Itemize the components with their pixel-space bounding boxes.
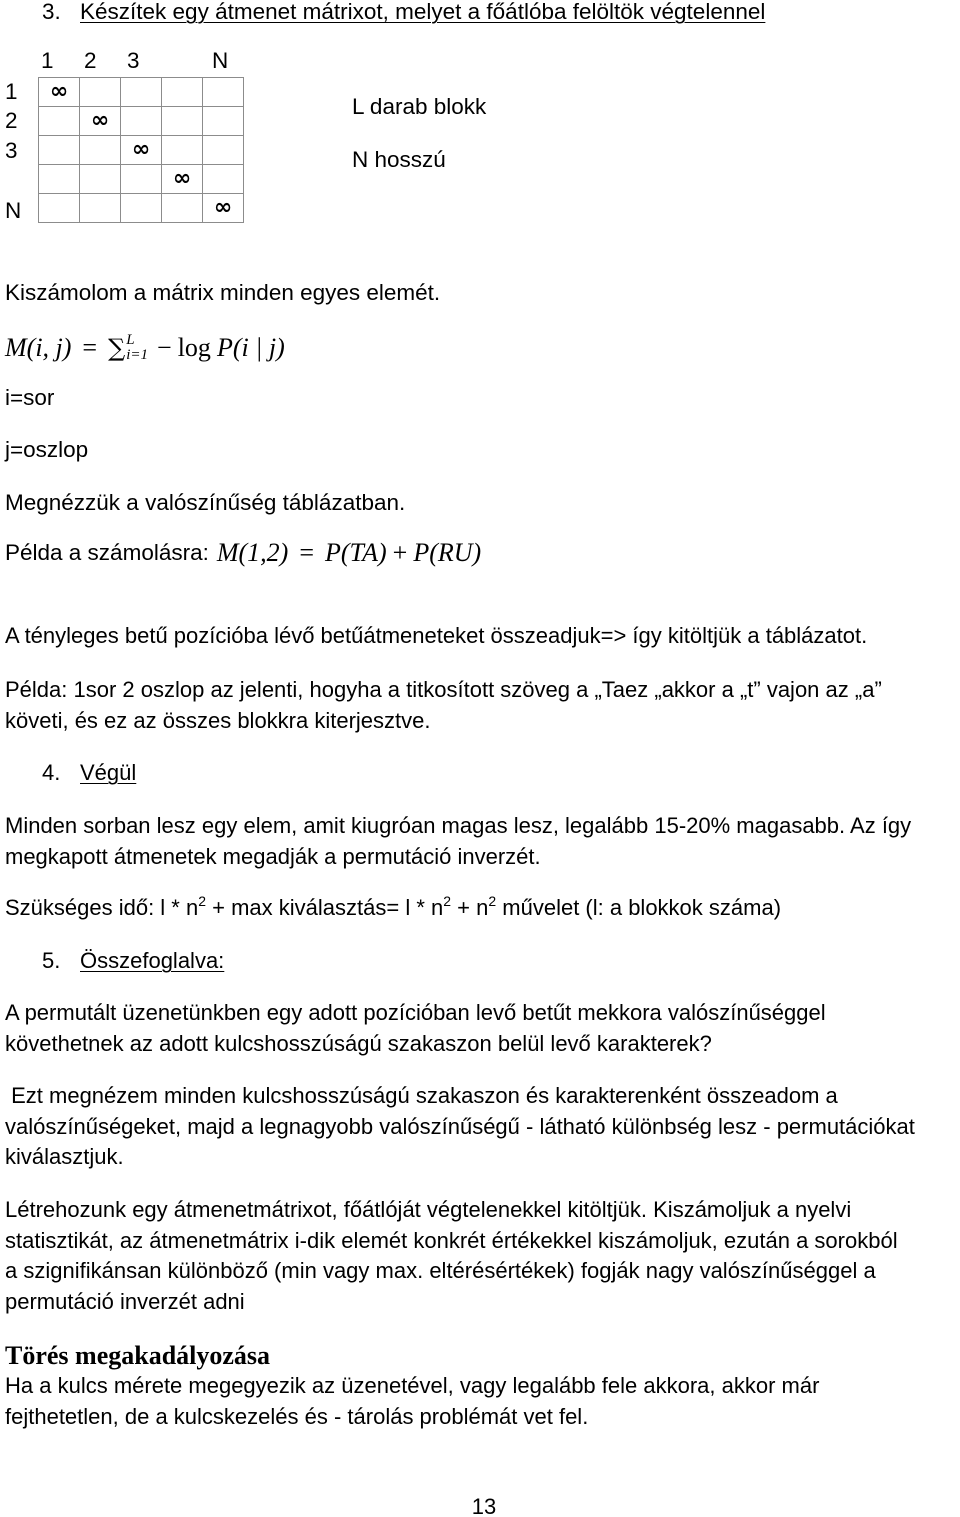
paragraph-finally (5, 811, 911, 872)
matrix-cell (203, 78, 244, 107)
section-heading: Törés megakadályozása (5, 1341, 271, 1370)
step-3-number: 3. (42, 0, 61, 24)
example-term-1: P(TA) (325, 538, 387, 567)
paragraph-line: Példa: 1sor 2 oszlop az jelenti, hogyha a titkosított szöveg a „Taez „akkor a „t” vajon az „a” (5, 677, 882, 702)
paragraph-line: Ha a kulcs mérete megegyezik az üzenetével, vagy legalább fele akkora, akkor már (5, 1373, 820, 1398)
matrix-cell (80, 194, 121, 223)
matrix-cell (203, 136, 244, 165)
step-5-number: 5. (42, 948, 61, 973)
paragraph-line: permutáció inverzét adni (5, 1289, 245, 1315)
matrix-cell (39, 165, 80, 194)
matrix-cell (39, 194, 80, 223)
page-number: 13 (471, 1494, 497, 1517)
time-cost-line (5, 893, 781, 924)
paragraph-line: valószínűségeket, majd a legnagyobb valószínűségű - látható különbség lesz - permutációkat (5, 1113, 915, 1139)
matrix-cell (80, 78, 121, 107)
exponent: 2 (443, 893, 452, 909)
matrix-cell: ∞ (80, 107, 121, 136)
matrix-cell (80, 136, 121, 165)
matrix-cell (203, 107, 244, 136)
paragraph-line: Minden sorban lesz egy elem, amit kiugróan magas lesz, legalább 15-20% magasabb. Az így (5, 813, 912, 838)
summary-paragraph-matrix (5, 1195, 898, 1318)
time-cost-text: + max kiválasztás= l * n (206, 895, 444, 920)
paragraph-line: statisztikát, az átmenetmátrix i-dik elemét konkrét értékekkel kiszámoljuk, ezután a sorokból (5, 1227, 898, 1253)
matrix-cell (80, 165, 121, 194)
matrix-cell (121, 107, 162, 136)
matrix-column-header: 1 (41, 48, 54, 73)
matrix-column-header: 3 (127, 48, 140, 73)
matrix-cell: ∞ (121, 136, 162, 165)
summary-paragraph-question (5, 998, 826, 1059)
matrix-cell: ∞ (203, 194, 244, 223)
time-cost-text: Szükséges idő: l * n (5, 895, 199, 920)
definition-row: i=sor (5, 385, 55, 410)
block-length-label: N hosszú (352, 147, 446, 172)
step-5-title: Összefoglalva: (80, 948, 225, 973)
matrix-cell (121, 165, 162, 194)
matrix-row-label: N (5, 198, 22, 223)
paragraph-example (5, 675, 882, 736)
formula-equals: = (82, 333, 98, 362)
sum-upper-limit: L (126, 332, 135, 348)
matrix-column-header: 2 (84, 48, 97, 73)
matrix-cell: ∞ (39, 78, 80, 107)
formula-rhs: P(i | j) (216, 333, 285, 362)
example-plus: + (392, 538, 408, 567)
example-equals: = (299, 538, 315, 567)
matrix-cell (162, 194, 203, 223)
paragraph-line: A permutált üzenetünkben egy adott pozícióban levő betűt mekkora valószínűséggel (5, 1000, 826, 1025)
matrix-cell (162, 78, 203, 107)
paragraph-line: Létrehozunk egy átmenetmátrixot, főátlóját végtelenekkel kitöltjük. Kiszámoljuk a nyelvi (5, 1197, 852, 1222)
time-cost-text: + n (451, 895, 489, 920)
definition-column: j=oszlop (5, 437, 89, 462)
lookup-text: Megnézzük a valószínűség táblázatban. (5, 490, 406, 515)
paragraph-line: Ezt megnézem minden kulcshosszúságú szakaszon és karakterenként összeadom a (5, 1083, 838, 1108)
formula-minus: − (157, 333, 172, 362)
paragraph-line: A tényleges betű pozícióba lévő betűátmeneteket összeadjuk=> így kitöltjük a táblázatot. (5, 623, 868, 648)
example-calculation-label: Példa a számolásra: (5, 540, 209, 565)
matrix-row-label: 1 (5, 79, 18, 104)
matrix-row-label: 3 (5, 138, 18, 163)
paragraph-line: a szignifikánsan különböző (min vagy max. eltérésértékek) fogják nagy valószínűséggel a (5, 1258, 876, 1284)
summary-paragraph-method (5, 1081, 915, 1173)
paragraph-line: kiválasztjuk. (5, 1144, 124, 1170)
step-3-title: Készítek egy átmenet mátrixot, melyet a főátlóba felöltök végtelennel (80, 0, 766, 24)
step-4-number: 4. (42, 760, 61, 785)
sum-limits (126, 333, 148, 363)
paragraph-breaking (5, 1371, 819, 1432)
sum-lower-limit: i=1 (126, 347, 149, 363)
paragraph-line: követhetnek az adott kulcshosszúságú szakaszon belül levő karakterek? (5, 1030, 712, 1056)
matrix-cell (39, 136, 80, 165)
example-lhs: M(1,2) (216, 538, 289, 567)
example-calculation (5, 533, 481, 573)
paragraph-line: követi, és ez az összes blokkra kiterjesztve. (5, 707, 431, 733)
matrix-cell (121, 78, 162, 107)
paragraph-line: megkapott átmenetek megadják a permutáció inverzét. (5, 843, 541, 869)
formula-lhs: M(i, j) (5, 333, 72, 362)
element-formula (5, 328, 285, 368)
matrix-column-header: N (212, 48, 229, 73)
exponent: 2 (198, 893, 207, 909)
time-cost-text: művelet (l: a blokkok száma) (496, 895, 782, 920)
example-term-2: P(RU) (413, 538, 482, 567)
step-4-title: Végül (80, 760, 137, 785)
intro-text: Kiszámolom a mátrix minden egyes elemét. (5, 280, 441, 305)
paragraph-sum-letters (5, 621, 867, 652)
matrix-cell (162, 107, 203, 136)
matrix-cell (121, 194, 162, 223)
matrix-cell (39, 107, 80, 136)
sum-symbol: ∑ (108, 334, 126, 362)
exponent: 2 (488, 893, 497, 909)
matrix-cell: ∞ (162, 165, 203, 194)
matrix-row-label: 2 (5, 108, 18, 133)
transition-matrix-grid (38, 77, 244, 223)
formula-log: log (177, 333, 211, 362)
matrix-cell (162, 136, 203, 165)
paragraph-line: fejthetetlen, de a kulcskezelés és - tárolás problémát vet fel. (5, 1403, 589, 1429)
matrix-cell (203, 165, 244, 194)
block-count-label: L darab blokk (352, 94, 487, 119)
